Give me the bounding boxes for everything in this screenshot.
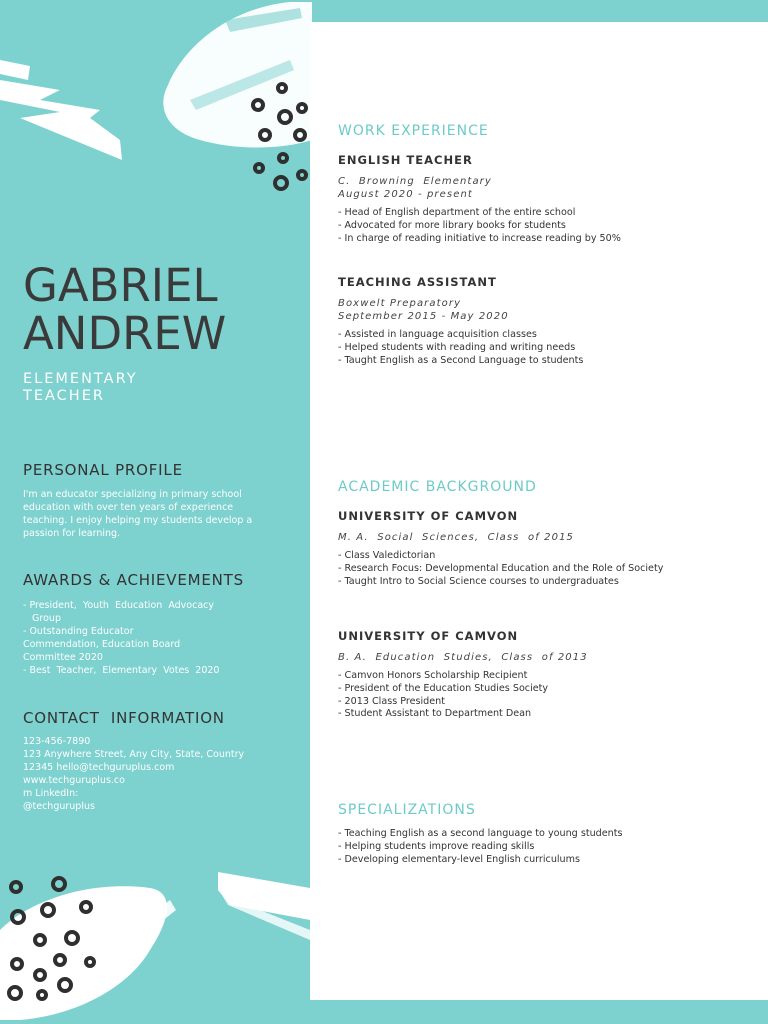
education-bullets bbox=[338, 550, 738, 588]
job-bullets bbox=[338, 329, 738, 367]
list-item: - President of the Education Studies Society bbox=[338, 682, 549, 694]
school-name: UNIVERSITY OF CAMVON bbox=[338, 629, 519, 643]
job-organization: C. Browning Elementary bbox=[338, 176, 492, 187]
list-item: - Taught Intro to Social Science courses to undergraduates bbox=[338, 575, 619, 587]
profile-line: teaching. I enjoy helping my students develop a bbox=[23, 515, 253, 526]
list-item: - Developing elementary-level English curriculums bbox=[338, 853, 580, 865]
list-item: - 2013 Class President bbox=[338, 695, 446, 707]
list-item: - Taught English as a Second Language to students bbox=[338, 354, 584, 366]
academic-background-heading: ACADEMIC BACKGROUND bbox=[338, 479, 537, 495]
award-line: - President, Youth Education Advocacy bbox=[23, 600, 215, 611]
job-role-line: TEACHER bbox=[23, 388, 105, 404]
awards-list bbox=[23, 599, 278, 677]
list-item: - Helped students with reading and writing needs bbox=[338, 341, 576, 353]
contact-email[interactable]: 12345 hello@techguruplus.com bbox=[23, 762, 175, 773]
profile-line: passion for learning. bbox=[23, 528, 121, 539]
specializations-list bbox=[338, 828, 738, 866]
personal-profile-heading: PERSONAL PROFILE bbox=[23, 461, 183, 479]
job-entry bbox=[338, 275, 738, 367]
awards-heading: AWARDS & ACHIEVEMENTS bbox=[23, 571, 244, 589]
list-item: - Student Assistant to Department Dean bbox=[338, 708, 532, 720]
first-name: GABRIEL bbox=[23, 259, 218, 312]
job-organization: Boxwelt Preparatory bbox=[338, 298, 462, 309]
list-item: - Research Focus: Developmental Education and the Role of Society bbox=[338, 562, 664, 574]
top-brush-strokes bbox=[0, 2, 312, 160]
education-entry bbox=[338, 509, 738, 588]
degree: B. A. Education Studies, Class of 2013 bbox=[338, 652, 588, 663]
award-line: Commendation, Education Board bbox=[23, 639, 181, 650]
list-item: - Camvon Honors Scholarship Recipient bbox=[338, 670, 528, 681]
contact-info bbox=[23, 735, 278, 813]
last-name: ANDREW bbox=[23, 307, 227, 360]
contact-address: 123 Anywhere Street, Any City, State, Country bbox=[23, 749, 245, 760]
work-experience-heading: WORK EXPERIENCE bbox=[338, 123, 489, 139]
job-role-line: ELEMENTARY bbox=[23, 371, 138, 387]
education-bullets bbox=[338, 670, 738, 721]
job-entry bbox=[338, 153, 738, 245]
job-role bbox=[23, 371, 223, 405]
profile-line: I'm an educator specializing in primary school bbox=[23, 489, 242, 500]
award-line: - Outstanding Educator bbox=[23, 626, 134, 637]
degree: M. A. Social Sciences, Class of 2015 bbox=[338, 532, 574, 543]
profile-line: education with over ten years of experience bbox=[23, 502, 234, 513]
specializations-heading: SPECIALIZATIONS bbox=[338, 802, 476, 818]
list-item: - Advocated for more library books for students bbox=[338, 219, 566, 231]
list-item: - Teaching English as a second language to young students bbox=[338, 828, 623, 839]
award-line: Committee 2020 bbox=[23, 652, 103, 663]
contact-heading: CONTACT INFORMATION bbox=[23, 709, 225, 727]
job-bullets bbox=[338, 207, 738, 245]
job-dates: September 2015 - May 2020 bbox=[338, 311, 509, 322]
contact-linkedin-handle[interactable]: @techguruplus bbox=[23, 801, 95, 812]
job-title: TEACHING ASSISTANT bbox=[338, 275, 497, 289]
list-item: - Helping students improve reading skills bbox=[338, 840, 535, 852]
list-item: - Class Valedictorian bbox=[338, 550, 436, 561]
list-item: - Assisted in language acquisition classes bbox=[338, 329, 537, 340]
contact-website[interactable]: www.techguruplus.co bbox=[23, 775, 125, 786]
award-line: Group bbox=[23, 613, 61, 624]
job-dates: August 2020 - present bbox=[338, 189, 473, 200]
school-name: UNIVERSITY OF CAMVON bbox=[338, 509, 519, 523]
personal-profile-text bbox=[23, 488, 278, 540]
award-line: - Best Teacher, Elementary Votes 2020 bbox=[23, 665, 220, 676]
list-item: - In charge of reading initiative to increase reading by 50% bbox=[338, 232, 621, 244]
education-entry bbox=[338, 629, 738, 721]
job-title: ENGLISH TEACHER bbox=[338, 153, 473, 167]
full-name bbox=[23, 259, 227, 360]
contact-phone[interactable]: 123-456-7890 bbox=[23, 736, 91, 747]
list-item: - Head of English department of the entire school bbox=[338, 207, 576, 218]
contact-linkedin-label: m LinkedIn: bbox=[23, 788, 79, 799]
